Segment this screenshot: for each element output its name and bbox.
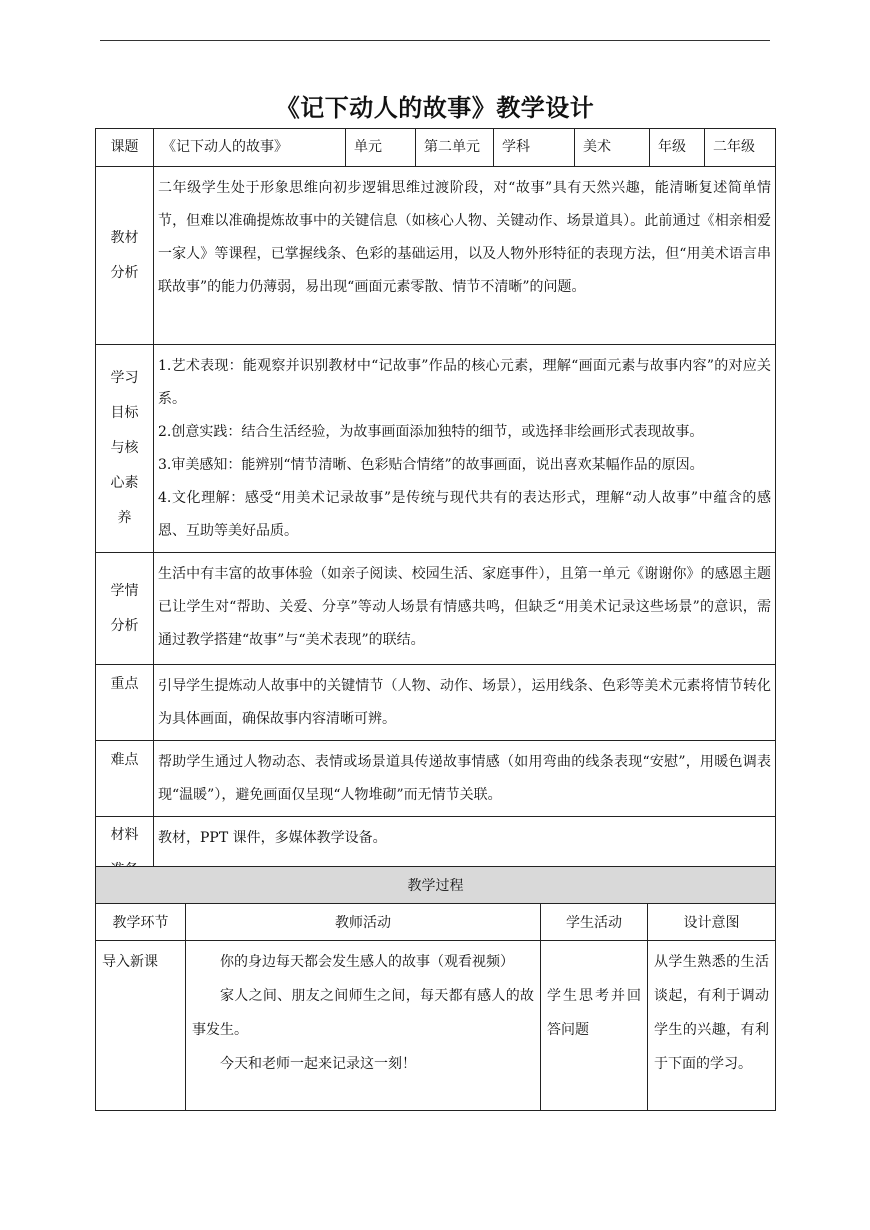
material-analysis-label-line1: 教材	[110, 229, 139, 246]
student-analysis-label	[96, 553, 154, 665]
grade-value: 二年级	[705, 129, 776, 167]
difficulties-paragraph: 帮助学生通过人物动态、表情或场景道具传递故事情感（如用弯曲的线条表现“安慰”，用暖色调表现“温暖”），避免画面仅呈现“人物堆砌”而无情节关联。	[158, 754, 771, 803]
key-points-label: 重点	[96, 665, 154, 741]
unit-label: 单元	[346, 129, 416, 167]
teacher-activity-line: 家人之间、朋友之间师生之间，每天都有感人的故事发生。	[192, 988, 534, 1038]
course-label: 课题	[96, 129, 154, 167]
grade-label: 年级	[650, 129, 705, 167]
header-intent: 设计意图	[648, 904, 776, 941]
course-value: 《记下动人的故事》	[154, 129, 346, 167]
teacher-activity-cell	[186, 941, 541, 1111]
student-analysis-row	[96, 553, 776, 665]
objectives-label-line4: 心素	[110, 475, 139, 491]
objectives-text	[154, 345, 776, 553]
header-teacher: 教师活动	[186, 904, 541, 941]
process-row	[96, 941, 776, 1111]
material-analysis-row	[96, 167, 776, 345]
teacher-activity-line: 你的身边每天都会发生感人的故事（观看视频）	[220, 954, 514, 970]
objective-item: 3.审美感知：能辨别“情节清晰、色彩贴合情绪”的故事画面，说出喜欢某幅作品的原因。	[158, 457, 704, 473]
objective-item: 1.艺术表现：能观察并识别教材中“记故事”作品的核心元素，理解“画面元素与故事内容”的对应关系。	[158, 358, 771, 407]
objective-item: 2.创意实践：结合生活经验，为故事画面添加独特的细节，或选择非绘画形式表现故事。	[158, 424, 704, 440]
document-title: 《记下动人的故事》教学设计	[275, 93, 595, 122]
stage-cell: 导入新课	[96, 941, 186, 1111]
objectives-label-line2: 目标	[110, 405, 139, 421]
process-header-row	[96, 904, 776, 941]
materials-label-line1: 材料	[110, 827, 139, 843]
student-analysis-paragraph: 生活中有丰富的故事体验（如亲子阅读、校园生活、家庭事件），且第一单元《谢谢你》的感恩主题已让学生对“帮助、关爱、分享”等动人场景有情感共鸣，但缺乏“用美术记录这些场景”的意识，需通过教学搭建“故事”与“美术表现”的联结。	[158, 566, 771, 648]
design-intent-cell: 从学生熟悉的生活谈起，有利于调动学生的兴趣，有利于下面的学习。	[648, 941, 776, 1111]
lesson-info-table	[95, 128, 776, 890]
material-analysis-paragraph: 二年级学生处于形象思维向初步逻辑思维过渡阶段，对“故事”具有天然兴趣，能清晰复述简单情节，但难以准确提炼故事中的关键信息（如核心人物、关键动作、场景道具）。此前通过《相亲相爱一家人》等课程，已掌握线条、色彩的基础运用，以及人物外形特征的表现方法，但“用美术语言串联故事”的能力仍薄弱，易出现“画面元素零散、情节不清晰”的问题。	[158, 180, 771, 295]
objectives-label-line3: 与核	[110, 440, 139, 456]
key-points-text	[154, 665, 776, 741]
header-student: 学生活动	[541, 904, 648, 941]
key-points-row	[96, 665, 776, 741]
process-caption-row	[96, 867, 776, 904]
header-stage: 教学环节	[96, 904, 186, 941]
subject-label: 学科	[494, 129, 575, 167]
objective-item: 4.文化理解：感受“用美术记录故事”是传统与现代共有的表达形式，理解“动人故事”中蕴含的感恩、互助等美好品质。	[158, 490, 771, 539]
process-caption: 教学过程	[96, 867, 776, 904]
objectives-row	[96, 345, 776, 553]
header-rule	[100, 40, 770, 41]
key-points-paragraph: 引导学生提炼动人故事中的关键情节（人物、动作、场景），运用线条、色彩等美术元素将情节转化为具体画面，确保故事内容清晰可辨。	[158, 678, 771, 727]
objectives-label	[96, 345, 154, 553]
student-analysis-text	[154, 553, 776, 665]
teacher-activity-line: 今天和老师一起来记录这一刻！	[220, 1056, 416, 1072]
teaching-process-table	[95, 866, 776, 1111]
objectives-label-line1: 学习	[110, 370, 139, 386]
student-activity-cell: 学生思考并回答问题	[541, 941, 648, 1111]
difficulties-text	[154, 741, 776, 817]
info-header-row	[96, 129, 776, 167]
student-analysis-label-line2: 分析	[110, 617, 139, 634]
material-analysis-label	[96, 167, 154, 345]
objectives-label-line5: 养	[117, 510, 132, 526]
unit-value: 第二单元	[416, 129, 494, 167]
student-analysis-label-line1: 学情	[110, 582, 139, 599]
materials-paragraph: 教材，PPT 课件，多媒体教学设备。	[158, 830, 387, 846]
material-analysis-label-line2: 分析	[110, 264, 139, 281]
subject-value: 美术	[575, 129, 650, 167]
difficulties-label: 难点	[96, 741, 154, 817]
material-analysis-text	[154, 167, 776, 345]
difficulties-row	[96, 741, 776, 817]
